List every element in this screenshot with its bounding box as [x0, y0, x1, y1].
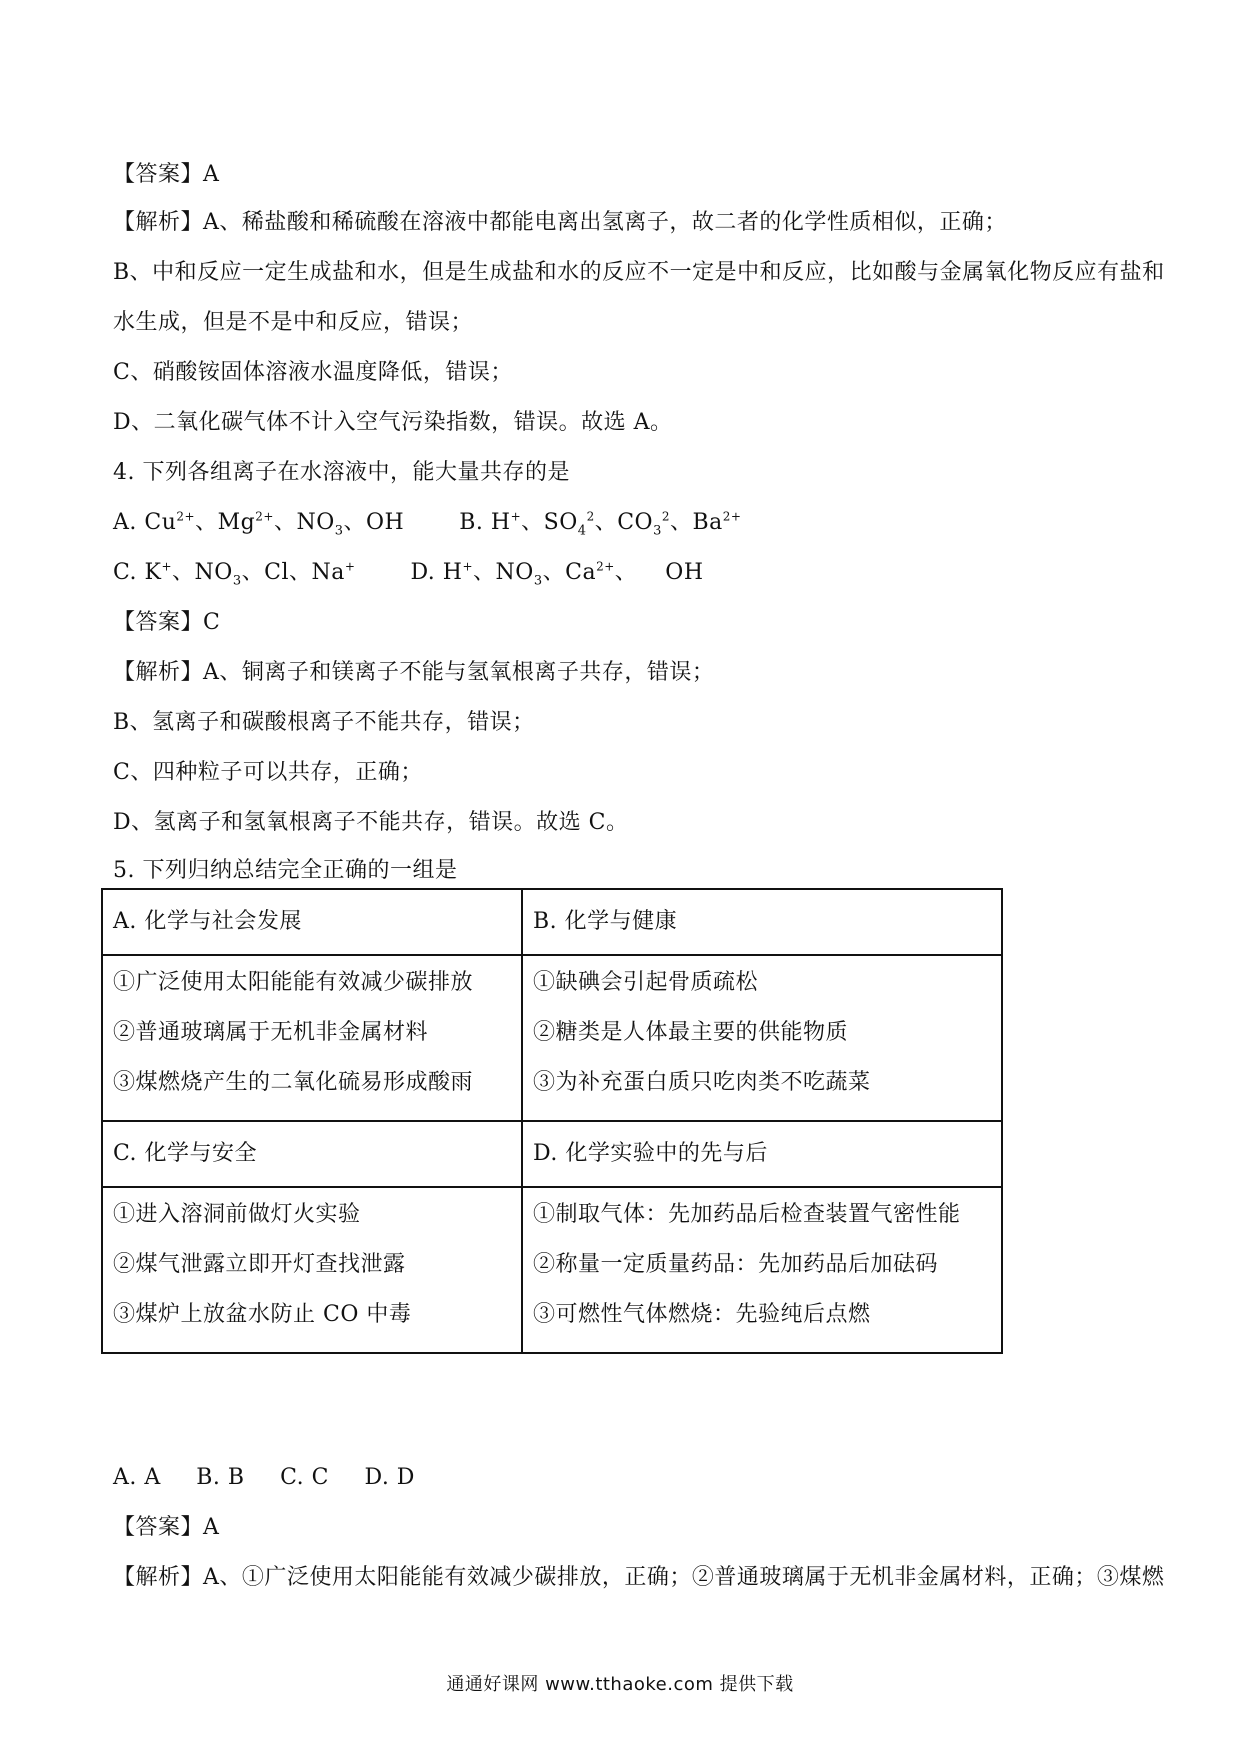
q3-analysis-line-1: 【解析】A、稀盐酸和稀硫酸在溶液中都能电离出氢离子，故二者的化学性质相似，正确； [113, 210, 1007, 235]
q3-answer: 【答案】A [113, 162, 220, 187]
cell-d-title: D. 化学实验中的先与后 [522, 1121, 1002, 1187]
table-row [102, 1121, 1002, 1187]
q5-options [113, 1463, 415, 1493]
q4-analysis-line-3: C、四种粒子可以共存，正确； [113, 760, 423, 785]
list-item: ③为补充蛋白质只吃肉类不吃蔬菜 [533, 1070, 871, 1095]
table-row [102, 889, 1002, 955]
cell-a-items [102, 955, 522, 1121]
q5-option-d: D. D [364, 1465, 415, 1490]
list-item: ②普通玻璃属于无机非金属材料 [113, 1020, 429, 1045]
q5-stem: 5. 下列归纳总结完全正确的一组是 [113, 858, 458, 883]
cell-d-items [522, 1187, 1002, 1353]
list-item: ②煤气泄露立即开灯查找泄露 [113, 1252, 406, 1277]
list-item: ①缺碘会引起骨质疏松 [533, 970, 759, 995]
q4-answer: 【答案】C [113, 610, 221, 635]
q5-analysis-line-1: 【解析】A、①广泛使用太阳能能有效减少碳排放，正确；②普通玻璃属于无机非金属材料，正确；③煤燃 [113, 1565, 1165, 1590]
list-item: ③煤燃烧产生的二氧化硫易形成酸雨 [113, 1070, 474, 1095]
list-item: ③煤炉上放盆水防止 CO 中毒 [113, 1302, 412, 1327]
q4-option-b: B. H+、$SO_4^2$、$CO_3^2$、$Ba^{2+}$ [459, 509, 742, 539]
q5-option-c: C. C [280, 1465, 329, 1490]
list-item: ①制取气体：先加药品后检查装置气密性能 [533, 1202, 961, 1227]
page-footer: 通通好课网 www.tthaoke.com 提供下载 [446, 1674, 794, 1695]
q3-analysis-line-4: C、硝酸铵固体溶液水温度降低，错误； [113, 360, 513, 385]
q5-summary-table [101, 888, 1003, 1354]
q5-option-a: A. A [113, 1465, 161, 1490]
q4-analysis-line-2: B、氢离子和碳酸根离子不能共存，错误； [113, 710, 535, 735]
list-item: ②称量一定质量药品：先加药品后加砝码 [533, 1252, 939, 1277]
q3-analysis-line-3: 水生成，但是不是中和反应，错误； [113, 310, 474, 335]
cell-c-title: C. 化学与安全 [102, 1121, 522, 1187]
q4-stem: 4. 下列各组离子在水溶液中，能大量共存的是 [113, 460, 570, 485]
q3-analysis-line-5: D、二氧化碳气体不计入空气污染指数，错误。故选 A。 [113, 410, 673, 435]
q3-analysis-line-2: B、中和反应一定生成盐和水，但是生成盐和水的反应不一定是中和反应，比如酸与金属氧化物反应有盐和 [113, 260, 1165, 285]
list-item: ①广泛使用太阳能能有效减少碳排放 [113, 970, 474, 995]
q4-options-row-1 [113, 508, 742, 538]
cell-b-title: B. 化学与健康 [522, 889, 1002, 955]
q5-option-b: B. B [196, 1465, 245, 1490]
list-item: ②糖类是人体最主要的供能物质 [533, 1020, 849, 1045]
table-row [102, 955, 1002, 1121]
q5-answer: 【答案】A [113, 1515, 220, 1540]
cell-b-items [522, 955, 1002, 1121]
list-item: ③可燃性气体燃烧：先验纯后点燃 [533, 1302, 871, 1327]
list-item: ①进入溶洞前做灯火实验 [113, 1202, 361, 1227]
cell-a-title: A. 化学与社会发展 [102, 889, 522, 955]
table-row [102, 1187, 1002, 1353]
cell-c-items [102, 1187, 522, 1353]
q4-analysis-line-4: D、氢离子和氢氧根离子不能共存，错误。故选 C。 [113, 810, 629, 835]
q4-option-a: A. $Cu^{2+}$、$Mg^{2+}$、$NO_3$、OH [113, 509, 405, 539]
q4-options-row-2 [113, 558, 704, 588]
q4-analysis-line-1: 【解析】A、铜离子和镁离子不能与氢氧根离子共存，错误； [113, 660, 715, 685]
q4-option-d: D. H+、$NO_3$、$Ca^{2+}$、 OH [410, 559, 704, 589]
q4-option-c: C. K+、$NO_3$、Cl、Na+ [113, 559, 356, 589]
